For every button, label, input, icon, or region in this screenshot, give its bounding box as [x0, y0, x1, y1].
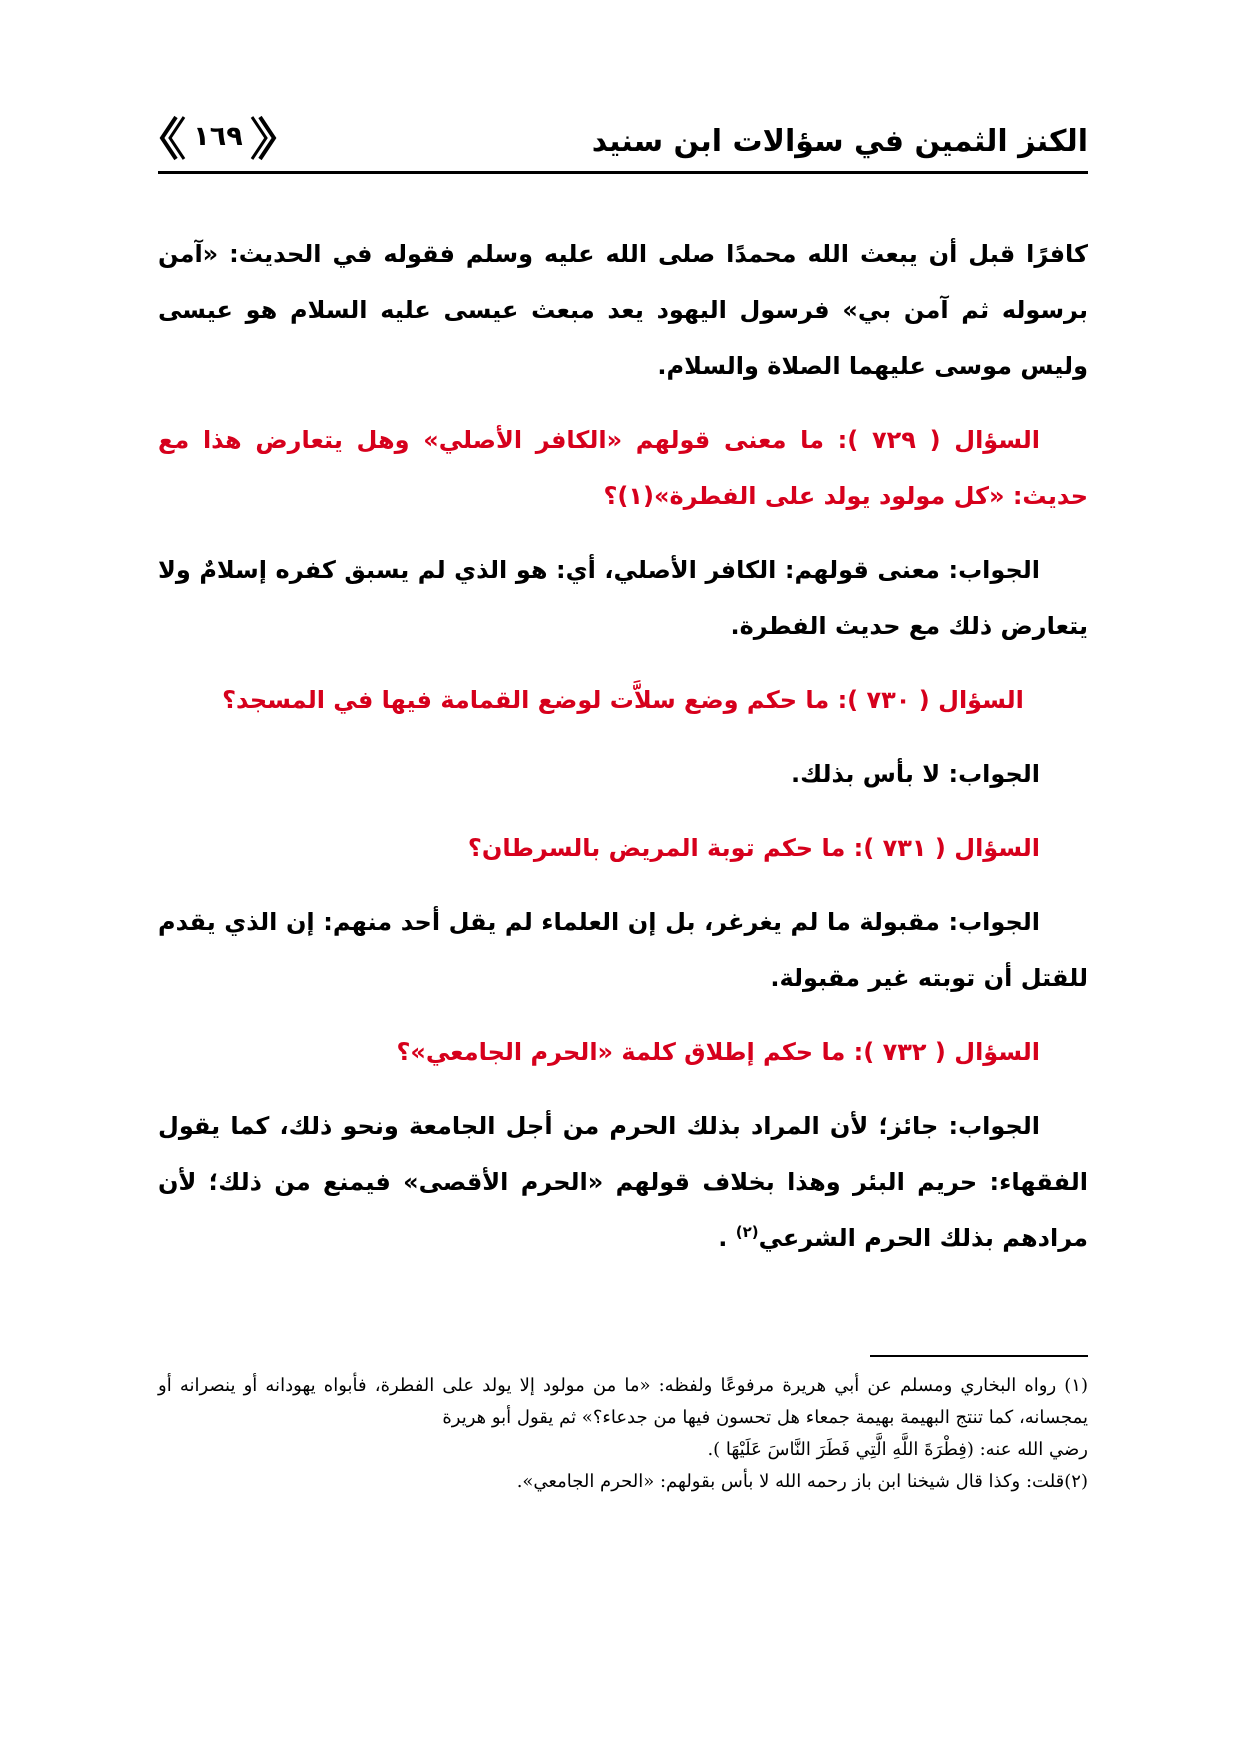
answer-730	[158, 746, 1088, 802]
header-divider	[158, 171, 1088, 174]
answer-end: .	[718, 1224, 736, 1252]
footnote-1-continuation: رضي الله عنه: (فِطْرَةَ اللَّهِ الَّتِي فَطَرَ النَّاسَ عَلَيْهَا ).	[707, 1439, 1088, 1460]
answer-text: لا بأس بذلك.	[791, 760, 949, 788]
answer-729	[158, 542, 1088, 654]
book-title: الكنز الثمين في سؤالات ابن سنيد	[591, 124, 1088, 159]
main-text	[158, 226, 1088, 1266]
question-730: السؤال ( ٧٣٠ ): ما حكم وضع سلاَّت لوضع القمامة فيها في المسجد؟	[222, 686, 1024, 714]
page-number-frame	[158, 113, 278, 163]
answer-label: الجواب:	[948, 908, 1040, 936]
answer-text: مقبولة ما لم يغرغر، بل إن العلماء لم يقل أحد منهم: إن الذي يقدم للقتل أن توبته غير مقبولة.	[158, 908, 1088, 992]
answer-label: الجواب:	[948, 1112, 1040, 1140]
footnote-1-text: (١) رواه البخاري ومسلم عن أبي هريرة مرفوعًا ولفظه: «ما من مولود إلا يولد على الفطرة، فأبواه يهودانه أو ينصرانه أو يمجسانه، كما تنتج البهيمة بهيمة جمعاء هل تحسون فيها من جدعاء؟» ثم يقول أبو هريرة	[158, 1375, 1088, 1428]
answer-text: جائز؛ لأن المراد بذلك الحرم من أجل الجامعة ونحو ذلك، كما يقول الفقهاء: حريم البئر وهذا بخلاف قولهم «الحرم الأقصى» فيمنع من ذلك؛ لأن مرادهم بذلك الحرم الشرعي	[158, 1112, 1088, 1252]
question-729: السؤال ( ٧٢٩ ): ما معنى قولهم «الكافر الأصلي» وهل يتعارض هذا مع حديث: «كل مولود يولد على الفطرة»(١)؟	[158, 426, 1088, 510]
paragraph-continuation: كافرًا قبل أن يبعث الله محمدًا صلى الله عليه وسلم فقوله في الحديث: «آمن برسوله ثم آمن بي» فرسول اليهود يعد مبعث عيسى عليه السلام هو عيسى وليس موسى عليهما الصلاة والسلام.	[158, 240, 1088, 380]
footnote-2: (٢)قلت: وكذا قال شيخنا ابن باز رحمه الله لا بأس بقولهم: «الحرم الجامعي».	[516, 1471, 1088, 1492]
answer-text: معنى قولهم: الكافر الأصلي، أي: هو الذي لم يسبق كفره إسلامٌ ولا يتعارض ذلك مع حديث الفطرة.	[158, 556, 1088, 640]
footnote-marker[interactable]: (٢)	[735, 1223, 759, 1241]
answer-label: الجواب:	[948, 760, 1040, 788]
footnote-1	[158, 1370, 1088, 1434]
answer-731	[158, 894, 1088, 1006]
question-732: السؤال ( ٧٣٢ ): ما حكم إطلاق كلمة «الحرم الجامعي»؟	[396, 1038, 1040, 1066]
answer-label: الجواب:	[948, 556, 1040, 584]
footnote-divider	[870, 1355, 1088, 1357]
page-header	[158, 98, 1088, 170]
question-731: السؤال ( ٧٣١ ): ما حكم توبة المريض بالسرطان؟	[467, 834, 1040, 862]
answer-732	[158, 1098, 1088, 1266]
page-number: ١٦٩	[193, 121, 243, 152]
footnotes	[158, 1370, 1088, 1498]
